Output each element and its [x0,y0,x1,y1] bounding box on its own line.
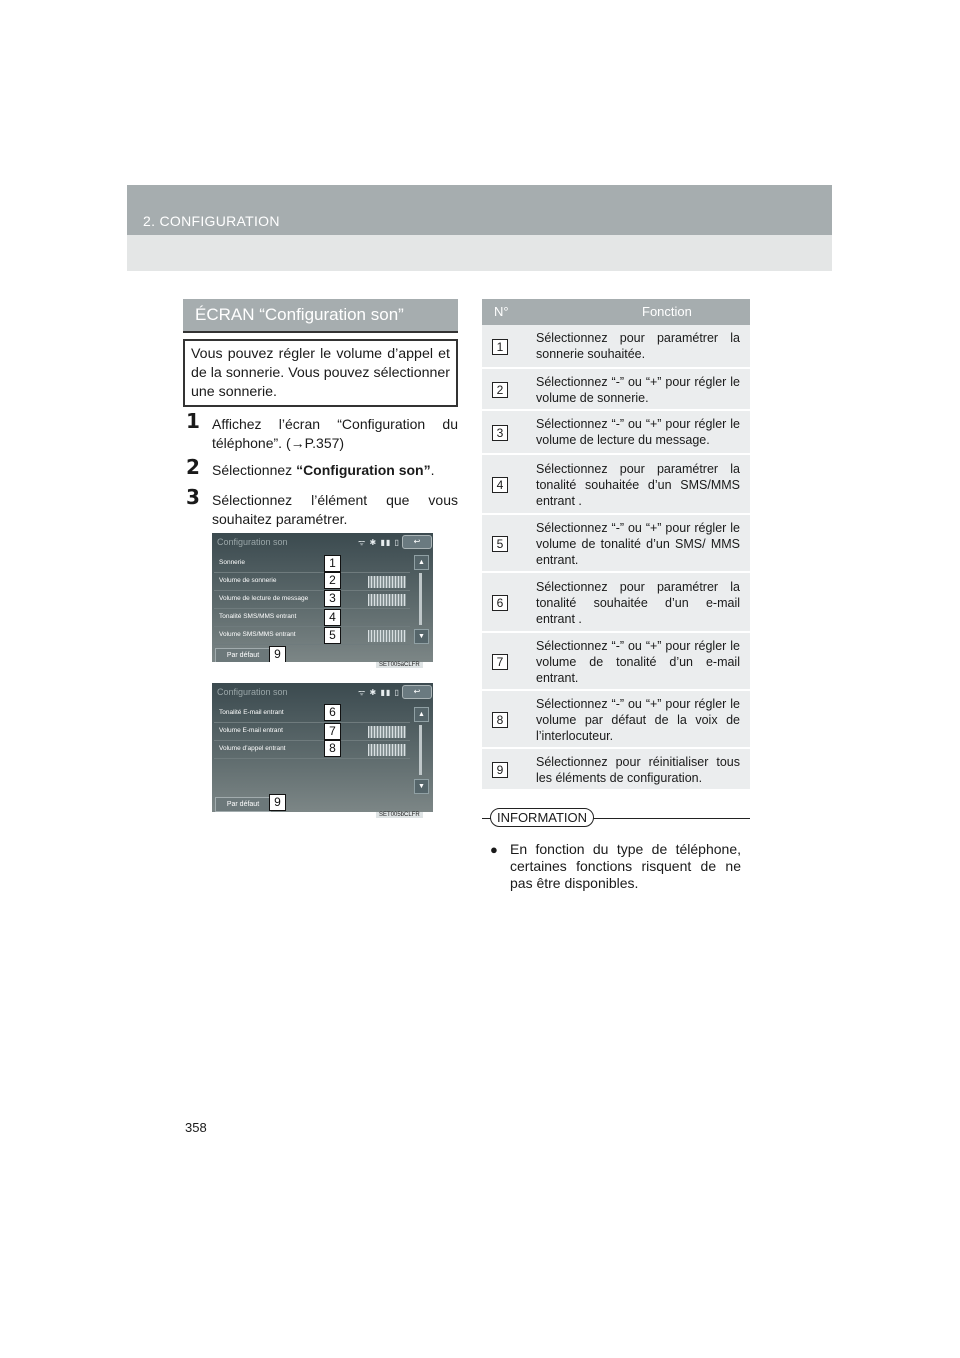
information-label: INFORMATION [490,808,594,827]
row-number: 7 [492,654,508,670]
row-description: Sélectionnez “-” ou “+” pour régler le volume de tonalité d’un SMS/ MMS entrant. [536,521,740,567]
bullet-icon: ● [490,842,498,857]
table-row [482,325,750,369]
row-number: 3 [492,425,508,441]
row-volume-lecture[interactable] [214,592,410,609]
row-tonalite-sms[interactable] [214,610,410,627]
table-row [482,411,750,455]
header-title: 2. CONFIGURATION [143,213,280,229]
row-description: Sélectionnez “-” ou “+” pour régler le volume de lecture du message. [536,417,740,447]
row-label: Volume de lecture de message [219,595,309,602]
callout-2: 2 [324,572,341,589]
row-description: Sélectionnez pour paramétrer la tonalité souhaitée d’un SMS/MMS entrant . [536,462,740,508]
function-table [482,299,750,791]
scroll-up-icon[interactable]: ▲ [414,555,429,570]
scroll-down-icon[interactable]: ▼ [414,629,429,644]
row-number: 6 [492,595,508,611]
screen-title: Configuration son [217,537,288,547]
callout-3: 3 [324,590,341,607]
row-label: Volume de sonnerie [219,577,277,584]
step-3 [186,485,458,531]
volume-slider[interactable] [368,630,406,642]
row-label: Tonalité E-mail entrant [219,709,284,716]
section-heading [183,299,458,333]
status-icons: ᯤ ✱ ▮▮ ▯ [358,538,400,547]
row-description: Sélectionnez pour paramétrer la sonnerie souhaitée. [536,331,740,361]
figure-code: SET005bCLFR [376,812,423,818]
callout-9: 9 [269,646,286,662]
volume-slider[interactable] [368,594,406,606]
volume-slider[interactable] [368,576,406,588]
row-label: Tonalité SMS/MMS entrant [219,613,297,620]
column-header-number: N° [494,304,509,319]
column-header-function: Fonction [642,304,692,319]
intro-box: Vous pouvez régler le volume d’appel et de la sonnerie. Vous pouvez sélectionner une sonnerie. [183,339,458,407]
step-text [212,461,458,480]
callout-6: 6 [324,704,341,721]
table-row [482,691,750,749]
row-volume-email[interactable] [214,724,410,741]
row-description: Sélectionnez pour réinitialiser tous les éléments de configuration. [536,755,740,785]
row-description: Sélectionnez “-” ou “+” pour régler le volume par défaut de la voix de l’interlocuteur. [536,697,740,743]
row-label: Volume d’appel entrant [219,745,286,752]
figure-code: SET005aCLFR [376,662,423,668]
section-heading-text: ÉCRAN “Configuration son” [195,305,404,324]
screen-config-son-2 [212,683,433,812]
table-row [482,633,750,691]
step-text: Affichez l’écran “Configuration du téléphone”. (→P.357) [212,416,458,451]
scroll-down-icon[interactable]: ▼ [414,779,429,794]
default-button[interactable]: Par défaut [215,797,271,812]
callout-4: 4 [324,609,341,626]
screen-config-son-1 [212,533,433,662]
table-row [482,749,750,791]
step-text: Sélectionnez l’élément que vous souhaitez paramétrer. [212,492,458,527]
row-volume-sonnerie[interactable] [214,574,410,591]
row-volume-appel[interactable] [214,742,410,759]
row-label: Volume E-mail entrant [219,727,283,734]
step-number: 2 [186,455,200,479]
callout-8: 8 [324,740,341,757]
page-number: 358 [185,1120,207,1135]
row-label: Volume SMS/MMS entrant [219,631,296,638]
row-number: 9 [492,762,508,778]
scroll-up-icon[interactable]: ▲ [414,707,429,722]
step-2 [186,455,458,481]
row-volume-sms[interactable] [214,628,410,645]
row-number: 2 [492,382,508,398]
step-number: 3 [186,485,200,509]
step-1 [186,409,458,455]
callout-7: 7 [324,723,341,740]
step-text-post: . [430,462,435,478]
callout-5: 5 [324,627,341,644]
back-button[interactable]: ↩ [402,535,432,549]
status-icons: ᯤ ✱ ▮▮ ▯ [358,688,400,697]
row-sonnerie[interactable] [214,556,410,573]
row-label: Sonnerie [219,559,246,566]
row-description: Sélectionnez “-” ou “+” pour régler le volume de sonnerie. [536,375,740,405]
back-button[interactable]: ↩ [402,685,432,699]
scrollbar[interactable] [419,573,422,625]
volume-slider[interactable] [368,744,406,756]
step-text-pre: Sélectionnez [212,462,297,478]
row-number: 4 [492,477,508,493]
callout-1: 1 [324,555,341,572]
callout-9: 9 [269,794,286,811]
row-description: Sélectionnez pour paramétrer la tonalité souhaitée d’un e-mail entrant . [536,580,740,626]
volume-slider[interactable] [368,726,406,738]
step-text-bold: “Configuration son” [296,462,431,478]
table-header [482,299,750,325]
header-band [127,185,832,271]
information-body [490,841,741,892]
row-number: 8 [492,712,508,728]
table-row [482,515,750,573]
row-number: 5 [492,536,508,552]
table-row [482,455,750,515]
information-text: En fonction du type de téléphone, certaines fonctions risquent de ne pas être disponibles. [510,841,741,891]
row-number: 1 [492,339,508,355]
scrollbar[interactable] [419,725,422,775]
table-row [482,369,750,411]
row-description: Sélectionnez “-” ou “+” pour régler le volume de tonalité d’un e-mail entrant. [536,639,740,685]
row-tonalite-email[interactable] [214,706,410,723]
step-number: 1 [186,409,200,433]
screen-title: Configuration son [217,687,288,697]
table-row [482,573,750,633]
default-button[interactable]: Par défaut [215,648,271,662]
